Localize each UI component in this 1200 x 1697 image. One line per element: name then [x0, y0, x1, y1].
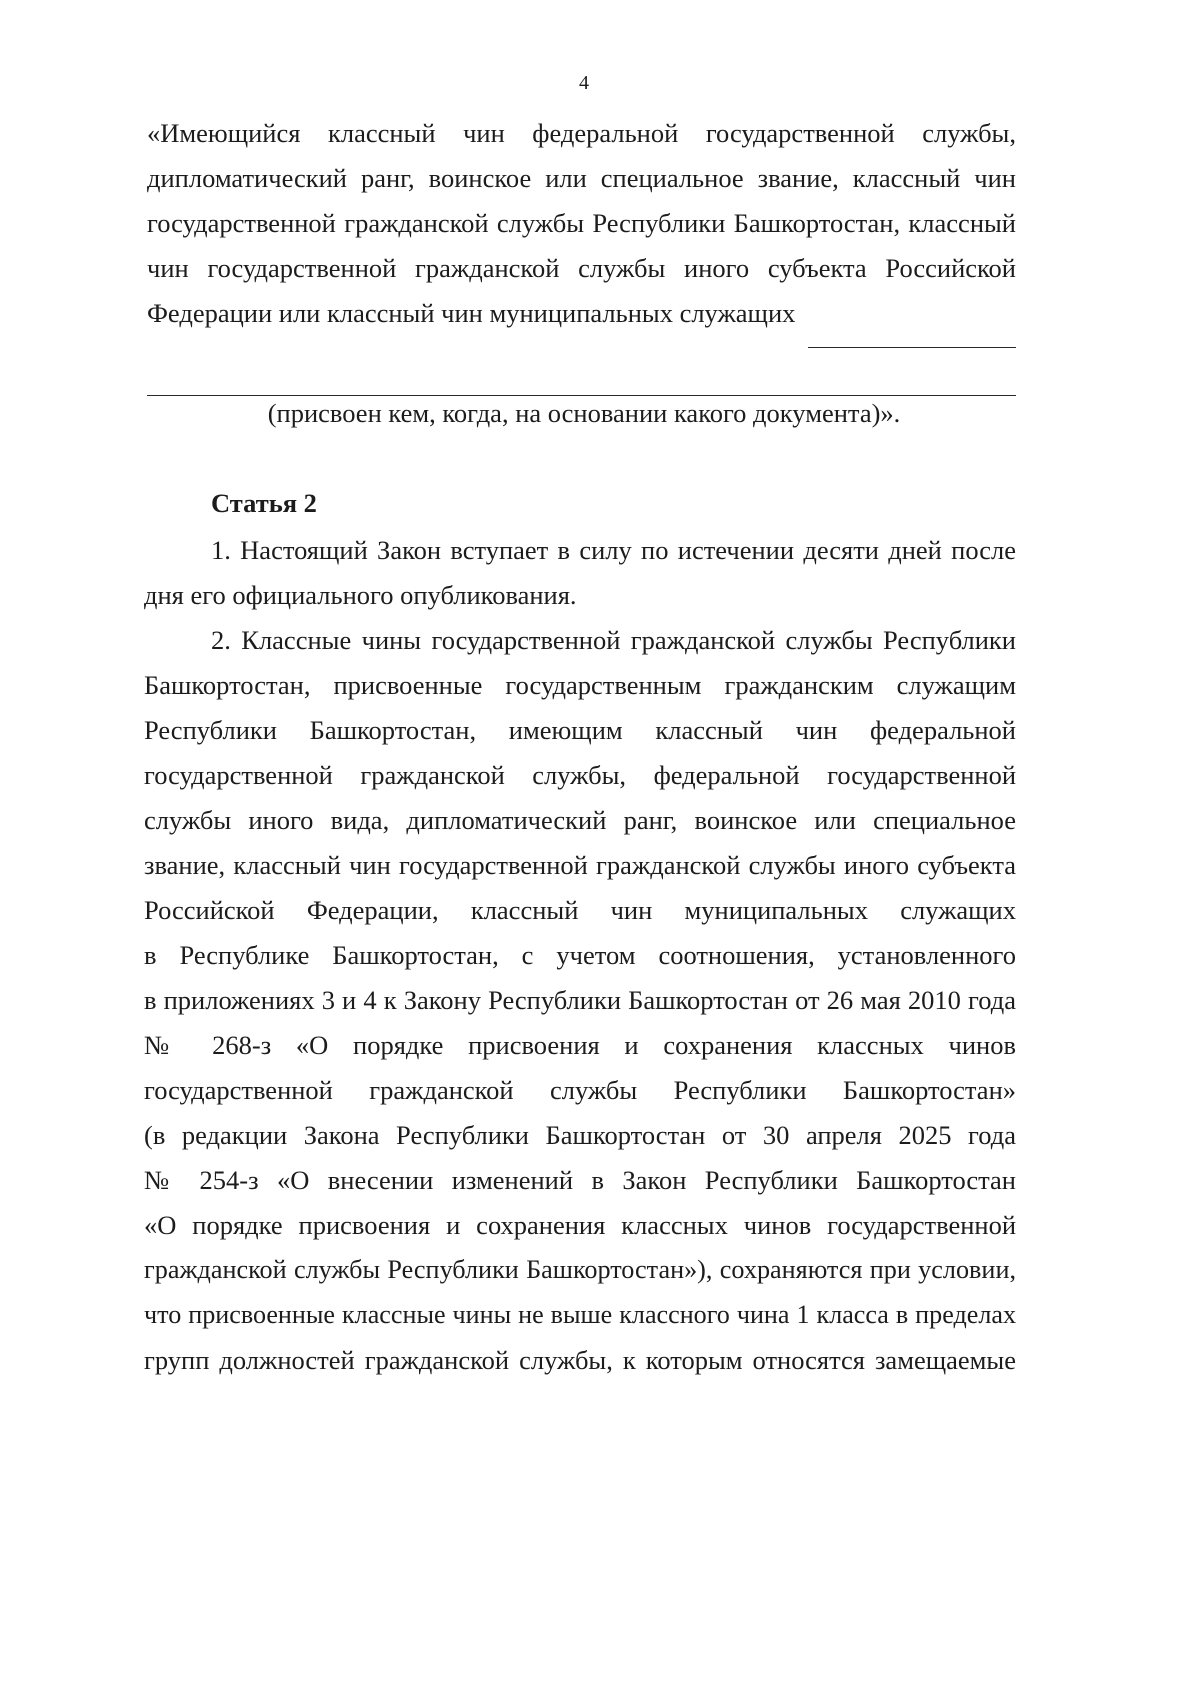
paragraph-line: звание, классный чин государственной гражданской службы иного субъекта — [144, 850, 1016, 880]
paragraph-line: дня его официального опубликования. — [144, 580, 577, 610]
article-heading: Статья 2 — [211, 488, 317, 518]
paragraph-line: групп должностей гражданской службы, к которым относятся замещаемые — [144, 1345, 1016, 1375]
quote-line: чин государственной гражданской службы иного субъекта Российской — [147, 253, 1016, 283]
quote-line: «Имеющийся классный чин федеральной государственной службы, — [147, 118, 1016, 148]
blank-line — [147, 395, 1016, 396]
paragraph-line: Башкортостан, присвоенные государственным гражданским служащим — [144, 670, 1016, 700]
blank-caption: (присвоен кем, когда, на основании какого документа)». — [267, 398, 901, 428]
quote-line: дипломатический ранг, воинское или специальное звание, классный чин — [147, 163, 1016, 193]
paragraph-line: что присвоенные классные чины не выше классного чина 1 класса в пределах — [144, 1300, 1016, 1329]
paragraph-line: № 254-з «О внесении изменений в Закон Республики Башкортостан — [144, 1165, 1016, 1195]
quote-line: Федерации или классный чин муниципальных служащих — [147, 298, 796, 328]
paragraph-line: Республики Башкортостан, имеющим классный чин федеральной — [144, 715, 1016, 745]
paragraph-line: «О порядке присвоения и сохранения классных чинов государственной — [144, 1210, 1016, 1240]
paragraph-line: гражданской службы Республики Башкортостан»), сохраняются при условии, — [144, 1255, 1016, 1284]
paragraph-line: государственной гражданской службы Республики Башкортостан» — [144, 1075, 1016, 1105]
paragraph-line: 2. Классные чины государственной гражданской службы Республики — [211, 625, 1016, 655]
paragraph-line: государственной гражданской службы, федеральной государственной — [144, 760, 1016, 790]
paragraph-line: службы иного вида, дипломатический ранг, воинское или специальное — [144, 805, 1016, 835]
page-number: 4 — [579, 72, 589, 94]
paragraph-line: (в редакции Закона Республики Башкортостан от 30 апреля 2025 года — [144, 1120, 1016, 1150]
paragraph-line: в Республике Башкортостан, с учетом соотношения, установленного — [144, 940, 1016, 970]
blank-line — [808, 347, 1016, 348]
paragraph-line: в приложениях 3 и 4 к Закону Республики Башкортостан от 26 мая 2010 года — [144, 985, 1016, 1015]
paragraph-line: Российской Федерации, классный чин муниципальных служащих — [144, 895, 1016, 925]
quote-line: государственной гражданской службы Республики Башкортостан, классный — [147, 208, 1016, 238]
paragraph-line: № 268-з «О порядке присвоения и сохранения классных чинов — [144, 1030, 1016, 1060]
paragraph-line: 1. Настоящий Закон вступает в силу по истечении десяти дней после — [211, 535, 1016, 565]
